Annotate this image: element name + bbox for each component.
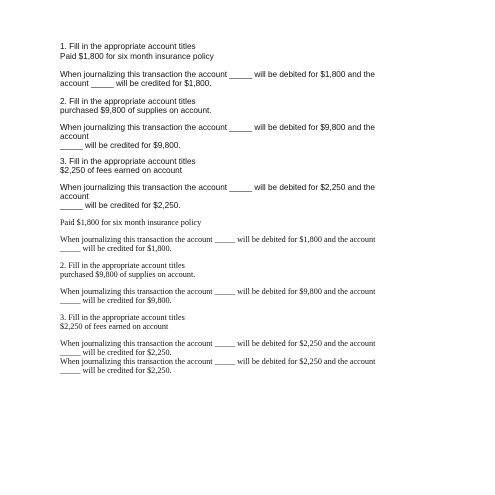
question-3-sentence-line-2: account <box>60 192 89 201</box>
question-2-sentence-line-2: account <box>60 132 89 141</box>
question-1-heading: 1. Fill in the appropriate account titles <box>60 42 196 51</box>
question-2-sentence-line-1: When journalizing this transaction the account _____ will be debited for $9,800 and the <box>60 123 375 132</box>
question-2-sentence-line-3: _____ will be credited for $9,800. <box>60 141 181 150</box>
question-3-sentence-line-3: _____ will be credited for $2,250. <box>60 201 181 210</box>
question-1b-sentence-line-2: _____ will be credited for $1,800. <box>60 244 172 253</box>
question-1-sentence-line-2: account _____ will be credited for $1,800. <box>60 79 212 88</box>
question-2b-sentence-line-2: _____ will be credited for $9,800. <box>60 296 172 305</box>
question-2b-heading: 2. Fill in the appropriate account titles <box>60 261 185 270</box>
question-2b-sentence-line-1: When journalizing this transaction the account _____ will be debited for $9,800 and the account <box>60 287 376 296</box>
question-3b-sentence-line-1: When journalizing this transaction the account _____ will be debited for $2,250 and the account <box>60 339 376 348</box>
question-3b-sentence-line-4: _____ will be credited for $2,250. <box>60 366 172 375</box>
question-1b-sentence-line-1: When journalizing this transaction the account _____ will be debited for $1,800 and the account <box>60 235 376 244</box>
question-1b-prompt: Paid $1,800 for six month insurance policy <box>60 218 202 227</box>
question-2-heading: 2. Fill in the appropriate account titles <box>60 97 196 106</box>
question-1-prompt: Paid $1,800 for six month insurance policy <box>60 52 214 61</box>
question-3b-sentence-line-2: _____ will be credited for $2,250. <box>60 348 172 357</box>
question-3-sentence-line-1: When journalizing this transaction the account _____ will be debited for $2,250 and the <box>60 183 375 192</box>
question-3b-prompt: $2,250 of fees earned on account <box>60 322 169 331</box>
question-3-heading: 3. Fill in the appropriate account titles <box>60 157 196 166</box>
question-1-sentence-line-1: When journalizing this transaction the account _____ will be debited for $1,800 and the <box>60 70 375 79</box>
question-3b-sentence-line-3: When journalizing this transaction the account _____ will be debited for $2,250 and the account <box>60 357 376 366</box>
question-3b-heading: 3. Fill in the appropriate account titles <box>60 313 185 322</box>
question-3-prompt: $2,250 of fees earned on account <box>60 166 182 175</box>
question-2-prompt: purchased $9,800 of supplies on account. <box>60 106 212 115</box>
question-2b-prompt: purchased $9,800 of supplies on account. <box>60 270 196 279</box>
